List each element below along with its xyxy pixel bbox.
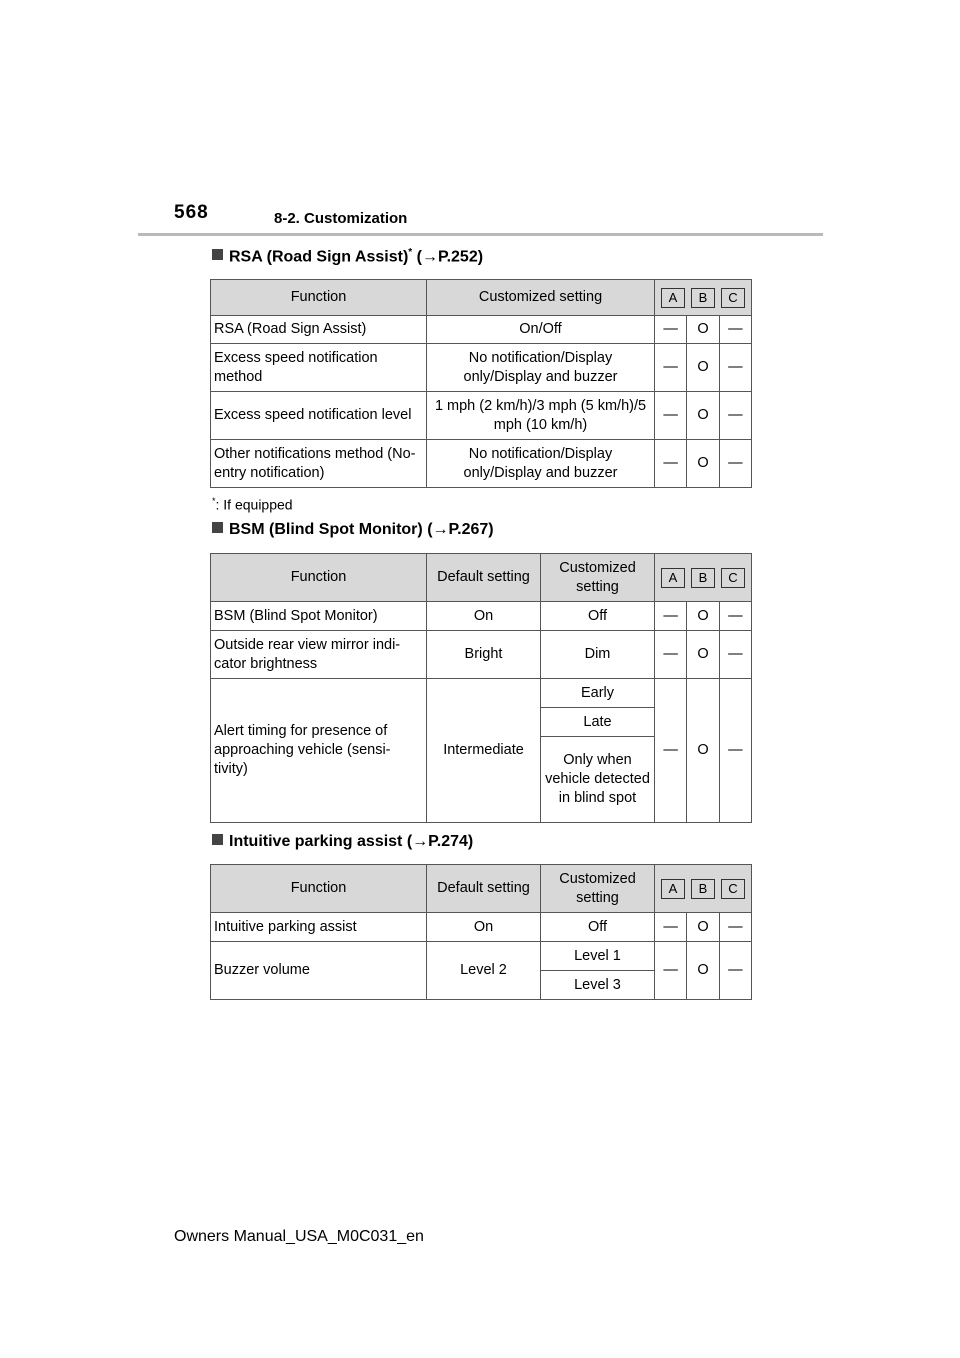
rsa-table (210, 279, 752, 488)
table-row: Level 3 (211, 971, 752, 1000)
col-customized: Customized setting (427, 280, 655, 316)
section-title: 8-2. Customization (274, 210, 408, 227)
bsm-heading: BSM (Blind Spot Monitor) (→P.267) (212, 521, 494, 539)
table-row: Excess speed notification method No notification/Display only/Display and buzzer — O — (211, 344, 752, 392)
table-row: Outside rear view mirror indi-cator brightness Bright Dim — O — (211, 631, 752, 679)
col-abc: A B C (655, 554, 752, 602)
table-row: BSM (Blind Spot Monitor) On Off — O — (211, 602, 752, 631)
col-customized: Customized setting (541, 554, 655, 602)
col-default: Default setting (427, 554, 541, 602)
square-bullet-icon (212, 834, 223, 845)
table-row: Intuitive parking assist On Off — O — (211, 913, 752, 942)
table-row: Excess speed notification level 1 mph (2 km/h)/3 mph (5 km/h)/5 mph (10 km/h) — O — (211, 392, 752, 440)
col-function: Function (211, 554, 427, 602)
col-function: Function (211, 280, 427, 316)
footer-text: Owners Manual_USA_M0C031_en (174, 1228, 424, 1245)
parking-page-ref[interactable]: (→P.274) (406, 833, 474, 850)
table-header-row (211, 865, 752, 913)
table-row: Alert timing for presence of approaching vehicle (sensi-tivity) Intermediate Early — O — (211, 679, 752, 708)
table-header-row (211, 280, 752, 316)
square-bullet-icon (212, 522, 223, 533)
page-header (174, 202, 824, 232)
footnote: *: If equipped (212, 496, 293, 513)
bsm-page-ref[interactable]: (→P.267) (427, 521, 494, 538)
rsa-heading: RSA (Road Sign Assist)* (→P.252) (212, 247, 483, 266)
page-number: 568 (174, 202, 209, 223)
parking-heading: Intuitive parking assist (→P.274) (212, 833, 473, 851)
col-function: Function (211, 865, 427, 913)
table-row: Late (211, 708, 752, 737)
table-row: Only when vehicle detected in blind spot (211, 737, 752, 823)
table-row: Buzzer volume Level 2 Level 1 — O — (211, 942, 752, 971)
table-row: RSA (Road Sign Assist) On/Off — O — (211, 316, 752, 344)
col-abc: A B C (655, 865, 752, 913)
header-rule (138, 233, 823, 236)
col-abc: A B C (655, 280, 752, 316)
rsa-page-ref[interactable]: (→P.252) (416, 248, 484, 266)
col-default: Default setting (427, 865, 541, 913)
square-bullet-icon (212, 249, 223, 260)
col-customized: Customized setting (541, 865, 655, 913)
parking-table (210, 864, 752, 1000)
table-row: Other notifications method (No-entry notification) No notification/Display only/Display and buzzer — O — (211, 440, 752, 488)
bsm-table (210, 553, 752, 823)
table-header-row (211, 554, 752, 602)
